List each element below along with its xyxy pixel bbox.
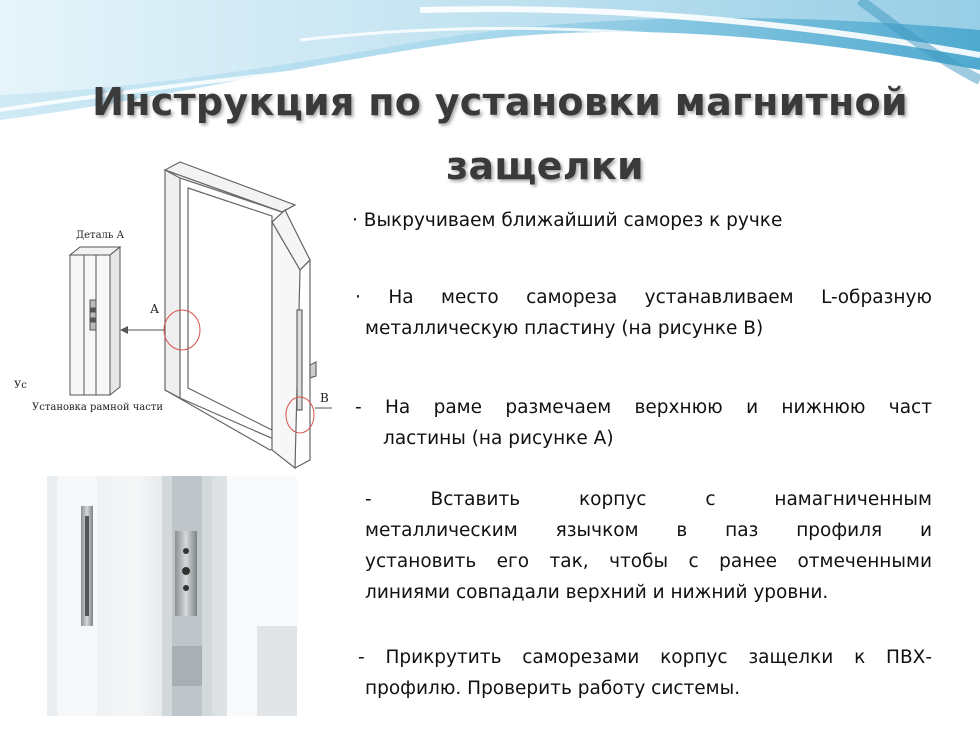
step-3-line-2: ластины (на рисунке А) <box>383 428 614 449</box>
step-3 <box>355 392 932 454</box>
step-3-line-1: - На раме размечаем верхнюю и нижнюю част <box>355 397 932 418</box>
step-2 <box>355 282 932 344</box>
title-line-2: защелки <box>446 144 644 188</box>
step-4 <box>365 484 932 608</box>
marker-a: А <box>150 302 160 316</box>
step-1-text: · Выкручиваем ближайший саморез к ручке <box>352 210 783 231</box>
step-1 <box>352 205 937 236</box>
marker-b: B <box>320 391 329 405</box>
step-4-line-1: - Вставить корпус с намагниченным <box>365 489 932 510</box>
step-2-line-2: металлическую пластину (на рисунке В) <box>365 318 764 339</box>
step-4-line-4: линиями совпадали верхний и нижний уровни. <box>365 582 829 603</box>
title-line-1: Инструкция по установки магнитной <box>92 80 908 124</box>
step-4-line-2: металлическим язычком в паз профиля и <box>365 520 932 541</box>
latch-photo <box>47 476 297 716</box>
step-2-line-1: · На место самореза устанавливаем L-образную <box>355 287 932 308</box>
diagram-cut-text: Ус <box>14 380 27 391</box>
step-5 <box>358 642 932 704</box>
window-sash-drawing <box>272 210 316 468</box>
window-installation-diagram <box>10 150 350 480</box>
diagram-caption: Установка рамной части <box>32 402 164 413</box>
step-4-line-3: установить его так, чтобы с ранее отмеченными <box>365 551 932 572</box>
profile-detail-drawing <box>70 247 120 395</box>
step-5-line-2: профилю. Проверить работу системы. <box>365 678 741 699</box>
step-5-line-1: - Прикрутить саморезами корпус защелки к ПВХ- <box>358 647 932 668</box>
detail-label: Деталь А <box>76 230 125 241</box>
arrow-a-head <box>120 326 128 334</box>
